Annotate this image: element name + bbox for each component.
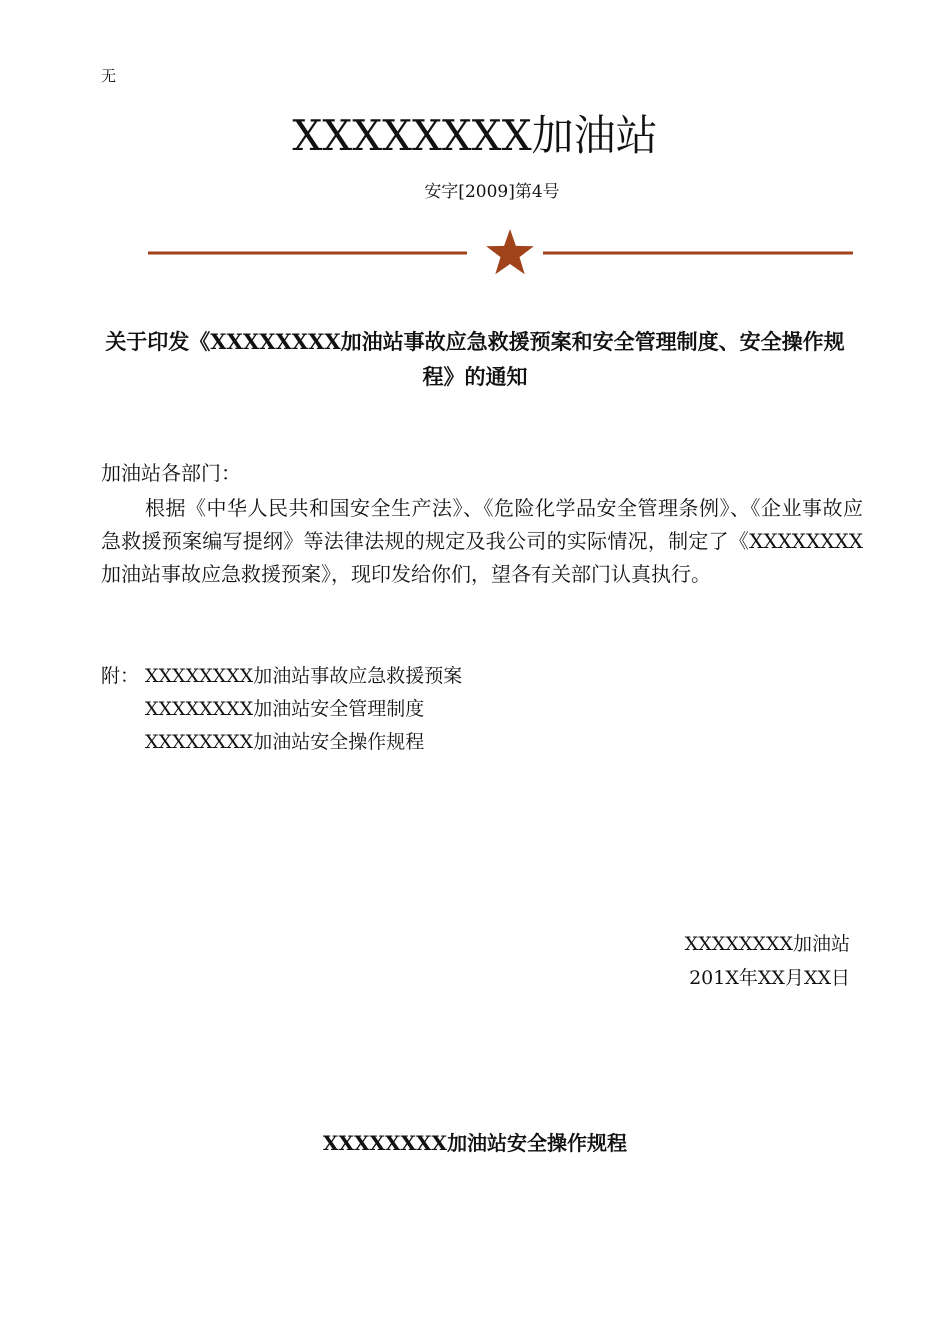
- signature-org: XXXXXXXX加油站: [684, 933, 850, 955]
- signature-date: 201X年XX月XX日: [689, 967, 850, 989]
- attachment-item-label: XXXXXXXX加油站事故应急救援预案: [145, 665, 463, 687]
- salutation: 加油站各部门：: [101, 461, 241, 485]
- attachment-prefix: 附：: [101, 665, 140, 687]
- attachment-item: [101, 693, 462, 726]
- star-icon: [486, 229, 534, 274]
- document-number: 安字[2009]第4号: [424, 182, 560, 202]
- notice-title: 关于印发《XXXXXXXX加油站事故应急救援预案和安全管理制度、安全操作规程》的通知: [105, 329, 845, 389]
- signature-block: [685, 927, 850, 995]
- attachment-item: [101, 726, 462, 759]
- attachment-item: [101, 660, 462, 693]
- red-divider: [0, 224, 950, 280]
- body-paragraph: 根据《中华人民共和国安全生产法》、《危险化学品安全管理条例》、《企业事故应急救援预案编写提纲》等法律法规的规定及我公司的实际情况，制定了《XXXXXXXX加油站事故应急救援预案》，现印发给你们，望各有关部门认真执行。: [101, 496, 863, 586]
- corner-mark: 无: [101, 67, 117, 85]
- attachment-item-label: XXXXXXXX加油站安全管理制度: [145, 698, 425, 720]
- org-title: XXXXXXXX加油站: [292, 111, 658, 160]
- attachments-list: [101, 660, 462, 759]
- section-title: XXXXXXXX加油站安全操作规程: [322, 1131, 628, 1155]
- attachment-item-label: XXXXXXXX加油站安全操作规程: [145, 731, 425, 753]
